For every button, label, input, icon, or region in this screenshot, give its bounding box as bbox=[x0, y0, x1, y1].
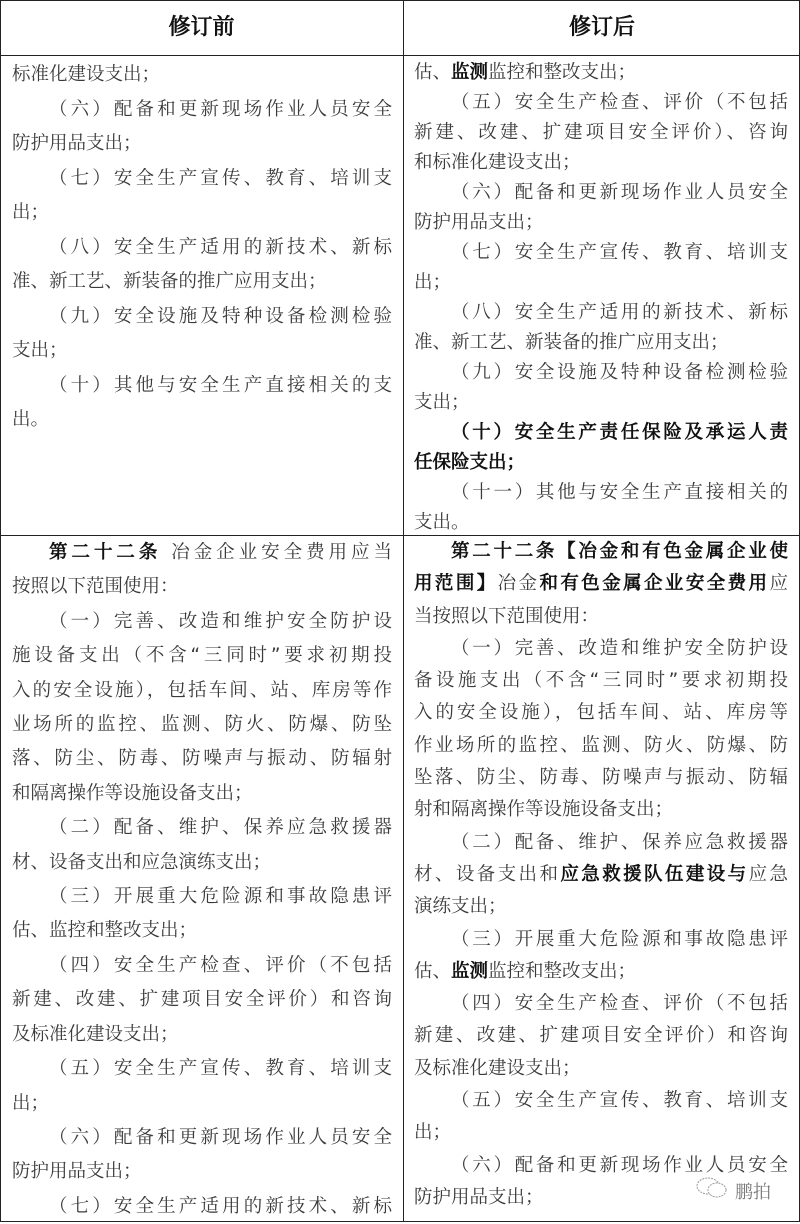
text-segment: （三）开展重大危险源和事故隐患评 bbox=[49, 886, 392, 908]
text-line bbox=[414, 827, 788, 859]
text-line bbox=[414, 697, 788, 729]
text-segment: 业场所的监控、监测、防火、防爆、防坠 bbox=[12, 714, 392, 736]
text-segment: 出； bbox=[414, 272, 452, 293]
text-line bbox=[12, 1052, 392, 1086]
text-segment: 演练支出； bbox=[414, 896, 507, 918]
text-line bbox=[12, 880, 392, 914]
text-line bbox=[414, 58, 788, 88]
text-line bbox=[414, 536, 788, 568]
text-segment: 监控和整改支出； bbox=[488, 960, 637, 982]
text-line bbox=[12, 708, 392, 742]
text-segment: （七）安全生产宣传、教育、培训支 bbox=[451, 242, 788, 263]
text-segment: 新建、改建、扩建项目安全评价）、咨询 bbox=[414, 122, 788, 143]
text-segment: （四）安全生产检查、评价（不包括 bbox=[451, 993, 788, 1015]
text-line bbox=[12, 162, 392, 197]
text-line bbox=[414, 478, 788, 508]
text-segment: （二）配备、维护、保养应急救援器 bbox=[49, 817, 392, 839]
text-line bbox=[12, 265, 392, 300]
text-line bbox=[414, 358, 788, 388]
watermark bbox=[695, 1176, 771, 1205]
revised-text: 监测 bbox=[451, 62, 489, 83]
text-segment: 按照以下范围使用： bbox=[12, 576, 179, 598]
text-segment: 新建、改建、扩建项目安全评价）和咨询 bbox=[12, 989, 392, 1011]
text-segment: 和隔离操作等设施设备支出； bbox=[12, 782, 253, 804]
watermark-text: 鹏拍 bbox=[735, 1181, 771, 1203]
text-line bbox=[414, 762, 788, 794]
text-line bbox=[12, 570, 392, 604]
text-line bbox=[12, 777, 392, 811]
text-line bbox=[12, 1121, 392, 1155]
text-line bbox=[12, 846, 392, 880]
text-segment: 估、 bbox=[414, 62, 452, 83]
text-segment: 冶金 bbox=[497, 573, 540, 595]
text-segment: （七）安全生产适用的新技术、新标 bbox=[49, 1195, 392, 1217]
text-line bbox=[414, 208, 788, 238]
text-line bbox=[414, 601, 788, 633]
text-line bbox=[12, 742, 392, 776]
text-line bbox=[414, 665, 788, 697]
text-line bbox=[12, 949, 392, 983]
text-line bbox=[12, 1155, 392, 1189]
text-segment: 射和隔离操作等设施设备支出； bbox=[414, 799, 674, 821]
text-line bbox=[12, 1190, 392, 1224]
text-line bbox=[414, 298, 788, 328]
text-segment: 当按照以下范围使用： bbox=[414, 605, 600, 627]
text-line bbox=[414, 418, 788, 448]
text-segment: （五）安全生产检查、评价（不包括 bbox=[451, 92, 788, 113]
text-segment: 入的安全设施），包括车间、站、库房等作 bbox=[12, 679, 392, 701]
text-segment: （五）安全生产宣传、教育、培训支 bbox=[49, 1058, 392, 1080]
revised-text: 和有色金属企业安全费用 bbox=[539, 573, 770, 595]
text-segment: 出； bbox=[12, 202, 50, 223]
wechat-icon bbox=[695, 1176, 729, 1205]
text-segment: （七）安全生产宣传、教育、培训支 bbox=[49, 167, 392, 189]
text-line bbox=[414, 1020, 788, 1052]
text-segment: （十）其他与安全生产直接相关的支 bbox=[49, 374, 392, 396]
text-line bbox=[12, 369, 392, 404]
text-line bbox=[414, 988, 788, 1020]
text-line bbox=[414, 328, 788, 358]
revised-text: 监测 bbox=[451, 960, 489, 982]
text-segment: （八）安全生产适用的新技术、新标 bbox=[49, 236, 392, 258]
text-line bbox=[12, 536, 392, 570]
text-segment: 估、监控和整改支出； bbox=[12, 920, 198, 942]
text-line bbox=[12, 605, 392, 639]
revised-text: （十）安全生产责任保险及承运人责 bbox=[451, 422, 788, 443]
text-segment: （六）配备和更新现场作业人员安全 bbox=[451, 182, 788, 203]
text-line bbox=[12, 334, 392, 369]
text-line bbox=[414, 794, 788, 826]
text-segment: 新建、改建、扩建项目安全评价）和咨询 bbox=[414, 1025, 788, 1047]
text-segment: 入的安全设施），包括车间、站、库房等 bbox=[414, 702, 788, 724]
text-segment: 防护用品支出； bbox=[12, 133, 142, 154]
text-line bbox=[414, 956, 788, 988]
text-segment: 和标准化建设支出； bbox=[414, 152, 581, 173]
column-divider bbox=[403, 0, 404, 1222]
text-line bbox=[414, 1053, 788, 1085]
text-segment: 标准化建设支出； bbox=[12, 64, 161, 85]
text-line bbox=[414, 568, 788, 600]
revised-text: 第二十二条【冶金和有色金属企业使 bbox=[451, 541, 788, 562]
text-line bbox=[414, 118, 788, 148]
text-segment: 应 bbox=[769, 573, 788, 595]
cell-before-row2 bbox=[12, 536, 392, 1224]
text-segment: 出； bbox=[414, 1122, 452, 1144]
text-segment: （二）配备、维护、保养应急救援器 bbox=[451, 831, 788, 853]
text-line bbox=[12, 811, 392, 845]
text-segment: （八）安全生产适用的新技术、新标 bbox=[451, 302, 788, 323]
text-line bbox=[414, 268, 788, 298]
text-segment: （四）安全生产检查、评价（不包括 bbox=[49, 954, 392, 976]
text-line bbox=[414, 238, 788, 268]
text-segment: 出。 bbox=[12, 409, 50, 430]
text-segment: 出； bbox=[12, 1092, 50, 1114]
text-line bbox=[414, 859, 788, 891]
text-line bbox=[12, 93, 392, 128]
text-segment: （一）完善、改造和维护安全防护设 bbox=[451, 637, 788, 659]
text-segment: 应急 bbox=[748, 863, 788, 885]
text-line bbox=[12, 127, 392, 162]
revised-text: 应急救援队伍建设与 bbox=[560, 863, 749, 885]
text-segment: 防护用品支出； bbox=[414, 1186, 544, 1208]
text-segment: 及标准化建设支出； bbox=[414, 1057, 581, 1079]
text-line bbox=[414, 730, 788, 762]
cell-after-row1 bbox=[414, 58, 788, 538]
text-segment: （五）安全生产宣传、教育、培训支 bbox=[451, 1090, 788, 1112]
text-line bbox=[414, 448, 788, 478]
text-line bbox=[414, 508, 788, 538]
text-segment: （九）安全设施及特种设备检测检验 bbox=[451, 362, 788, 383]
text-segment: 监控和整改支出； bbox=[488, 62, 637, 83]
text-line bbox=[12, 674, 392, 708]
text-segment: 支出； bbox=[12, 340, 68, 361]
text-line bbox=[414, 1085, 788, 1117]
text-line bbox=[12, 231, 392, 266]
text-segment: 冶金企业安全费用应当 bbox=[161, 542, 392, 563]
text-segment: 防护用品支出； bbox=[414, 212, 544, 233]
text-line bbox=[414, 388, 788, 418]
text-segment: 及标准化建设支出； bbox=[12, 1023, 179, 1045]
text-segment: （九）安全设施及特种设备检测检验 bbox=[49, 305, 392, 327]
text-segment: （六）配备和更新现场作业人员安全 bbox=[49, 1126, 392, 1148]
revised-text: 任保险支出； bbox=[414, 452, 526, 473]
text-segment: 材、设备支出和 bbox=[414, 863, 561, 885]
text-segment: 作业场所的监控、监测、防火、防爆、防 bbox=[414, 734, 788, 756]
text-line bbox=[12, 983, 392, 1017]
text-segment: 防护用品支出； bbox=[12, 1161, 142, 1183]
text-line bbox=[12, 639, 392, 673]
text-segment: 施设备支出（不含“三同时”要求初期投 bbox=[12, 645, 392, 667]
cell-after-row2 bbox=[414, 536, 788, 1214]
cell-before-row1 bbox=[12, 58, 392, 438]
text-line bbox=[414, 148, 788, 178]
revised-text: 第二十二条 bbox=[49, 542, 162, 563]
text-line bbox=[414, 891, 788, 923]
text-line bbox=[12, 196, 392, 231]
text-line bbox=[12, 1018, 392, 1052]
text-line bbox=[12, 58, 392, 93]
text-segment: （十一）其他与安全生产直接相关的 bbox=[451, 482, 788, 503]
header-divider bbox=[0, 55, 800, 56]
text-segment: 支出； bbox=[414, 392, 470, 413]
text-segment: （六）配备和更新现场作业人员安全 bbox=[49, 98, 392, 120]
header-before: 修订前 bbox=[168, 15, 235, 40]
text-segment: 材、设备支出和应急演练支出； bbox=[12, 851, 272, 873]
text-segment: 落、防尘、防毒、防噪声与振动、防辐射 bbox=[12, 748, 392, 770]
text-line bbox=[414, 88, 788, 118]
text-segment: （一）完善、改造和维护安全防护设 bbox=[49, 610, 392, 632]
text-line bbox=[12, 300, 392, 335]
text-line bbox=[12, 1087, 392, 1121]
text-segment: （六）配备和更新现场作业人员安全 bbox=[451, 1154, 788, 1176]
text-segment: 准、新工艺、新装备的推广应用支出； bbox=[12, 271, 327, 292]
text-segment: 估、 bbox=[414, 960, 452, 982]
text-segment: （三）开展重大危险源和事故隐患评 bbox=[451, 928, 788, 950]
text-line bbox=[414, 924, 788, 956]
header-after: 修订后 bbox=[568, 15, 635, 40]
text-line bbox=[12, 914, 392, 948]
text-segment: 坠落、防尘、防毒、防噪声与振动、防辐 bbox=[414, 767, 788, 789]
text-line bbox=[414, 633, 788, 665]
text-segment: 准、新工艺、新装备的推广应用支出； bbox=[414, 332, 729, 353]
text-line bbox=[414, 1117, 788, 1149]
revised-text: 用范围】 bbox=[414, 573, 498, 595]
text-segment: 支出。 bbox=[414, 512, 470, 533]
text-line bbox=[12, 403, 392, 438]
text-segment: 备设施支出（不含“三同时”要求初期投 bbox=[414, 670, 788, 692]
text-line bbox=[414, 178, 788, 208]
